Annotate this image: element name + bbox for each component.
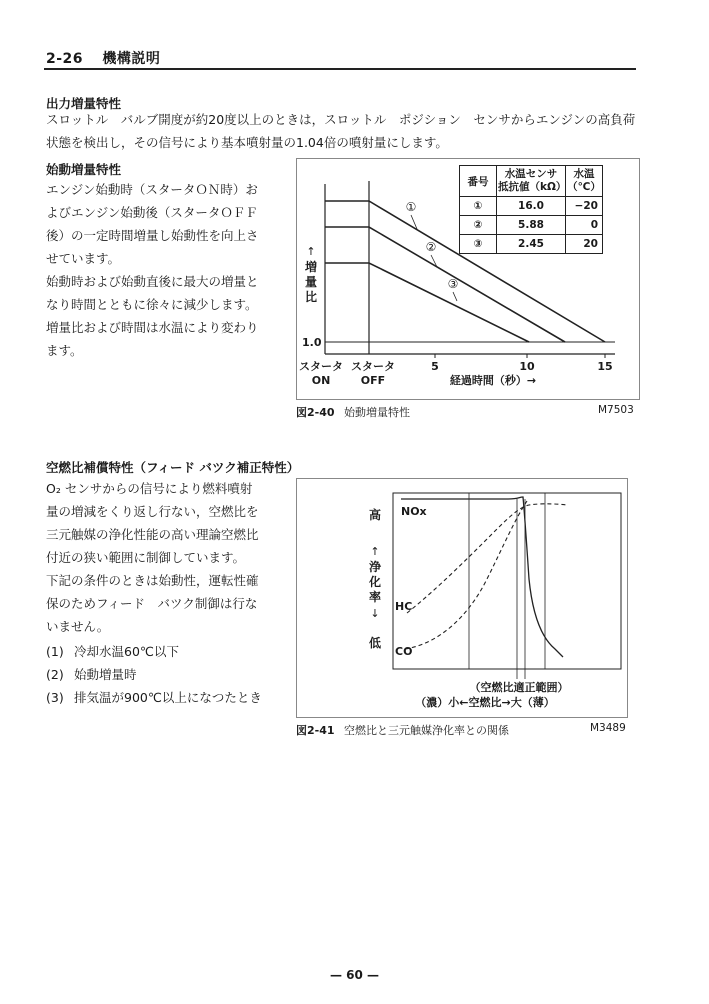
table-header: 水温 （℃）: [566, 166, 603, 197]
table-row: [460, 216, 603, 235]
co-curve: [405, 501, 527, 649]
leader-3: [453, 292, 457, 301]
figure-code: M7503: [598, 404, 634, 416]
starter-off-label: OFF: [360, 374, 386, 387]
y-label-char: ↑: [306, 245, 316, 258]
y-label-char: 増: [304, 260, 318, 274]
table-header: 水温センサ 抵抗値（kΩ）: [497, 166, 566, 197]
start-increase-heading: 始動増量特性: [46, 162, 122, 177]
text-line: せています。: [46, 251, 121, 266]
x-tick-label-10: 10: [519, 360, 535, 373]
condition-item: (3) 排気温が900℃以上になつたとき: [46, 690, 262, 705]
y-label-char: 化: [368, 575, 382, 589]
starter-on-label: ON: [311, 374, 331, 387]
text-line: 状態を検出し，その信号により基本噴射量の1.04倍の噴射量にします。: [46, 135, 448, 150]
text-line: 量の増減をくり返し行ない，空燃比を: [46, 504, 259, 519]
table-cell: 0: [566, 216, 603, 235]
text-line: いません。: [46, 619, 110, 634]
table-cell: ①: [460, 197, 497, 216]
x-tick-label-15: 15: [597, 360, 613, 373]
figure-code: M3489: [590, 722, 626, 734]
text-line: 下記の条件のときは始動性，運転性確: [46, 573, 259, 588]
text-line: 後）の一定時間増量し始動性を向上さ: [46, 228, 259, 243]
text-line: 増量比および時間は水温により変わり: [46, 320, 259, 335]
range-label: （空燃比適正範囲）: [469, 681, 569, 694]
table-cell: ③: [460, 235, 497, 254]
starter-on-label: スタータ: [299, 360, 343, 373]
starter-off-label: スタータ: [351, 360, 395, 373]
y-label-char: 量: [304, 275, 318, 289]
output-increase-text: [46, 108, 646, 154]
text-line: 付近の狭い範囲に制御しています。: [46, 550, 246, 565]
page-header: [46, 48, 160, 68]
nox-label: NOx: [401, 505, 427, 518]
header-rule: [44, 68, 636, 70]
y-label-char: 率: [368, 590, 382, 604]
afr-axis-label: （濃）小←空燃比→大（薄）: [415, 696, 555, 709]
text-line: 保のためフィード バツク制御は行な: [46, 596, 258, 611]
table-cell: 2.45: [497, 235, 566, 254]
y-tick-1.0: 1.0: [302, 336, 322, 349]
afr-text: [46, 477, 286, 638]
y-low-label: 低: [368, 636, 382, 650]
x-axis-label: 経過時間（秒）→: [449, 374, 537, 387]
figure-2-40-caption: [296, 404, 410, 420]
figure-2-41: [296, 478, 628, 718]
afr-heading: 空燃比補償特性（フィード バツク補正特性）: [46, 460, 300, 475]
water-temp-table: [459, 165, 603, 254]
table-row: [460, 197, 603, 216]
nox-curve: [401, 497, 563, 657]
table-cell: 16.0: [497, 197, 566, 216]
y-label-char: ↑: [370, 545, 380, 558]
condition-item: (1) 冷却水温60℃以下: [46, 644, 179, 659]
catalyst-efficiency-chart: [297, 479, 627, 717]
text-line: 始動時および始動直後に最大の増量と: [46, 274, 259, 289]
hc-curve: [407, 504, 567, 613]
figure-2-41-caption: [296, 722, 509, 738]
section-title: 機構説明: [102, 51, 161, 67]
text-line: よびエンジン始動後（スタータＯＦＦ: [46, 205, 258, 220]
start-increase-text: [46, 178, 286, 362]
y-label-char: 比: [304, 290, 318, 304]
caption-text: 空燃比と三元触媒浄化率との関係: [344, 724, 510, 737]
output-increase-heading: 出力増量特性: [46, 96, 122, 111]
page-number: — 60 —: [329, 968, 380, 982]
table-cell: −20: [566, 197, 603, 216]
text-line: スロットル バルブ開度が約20度以上のときは，スロットル ポジション センサからエンジンの高負荷: [46, 112, 636, 127]
curve-marker-2: ②: [425, 240, 437, 254]
y-label-char: ↓: [370, 607, 380, 620]
hc-label: HC: [395, 600, 413, 613]
text-line: なり時間とともに徐々に減少します。: [46, 297, 258, 312]
curve-marker-1: ①: [405, 200, 417, 214]
afr-conditions: [46, 640, 286, 709]
table-cell: ②: [460, 216, 497, 235]
table-cell: 5.88: [497, 216, 566, 235]
text-line: O₂ センサからの信号により燃料噴射: [46, 481, 253, 496]
section-number: 2-26: [46, 51, 84, 67]
figure-2-40: [296, 158, 640, 400]
text-line: エンジン始動時（スタータＯＮ時）お: [46, 182, 258, 197]
x-tick-label-5: 5: [431, 360, 439, 373]
caption-text: 始動増量特性: [344, 406, 411, 419]
y-label-char: 浄: [368, 560, 382, 574]
condition-item: (2) 始動増量時: [46, 667, 137, 682]
text-line: 三元触媒の浄化性能の高い理論空燃比: [46, 527, 259, 542]
table-cell: 20: [566, 235, 603, 254]
y-high-label: 高: [368, 508, 382, 522]
co-label: CO: [395, 645, 413, 658]
text-line: ます。: [46, 343, 83, 358]
curve-marker-3: ③: [447, 277, 459, 291]
caption-number: 図2-40: [296, 406, 335, 419]
table-row: [460, 235, 603, 254]
table-header: 番号: [460, 166, 497, 197]
caption-number: 図2-41: [296, 724, 335, 737]
